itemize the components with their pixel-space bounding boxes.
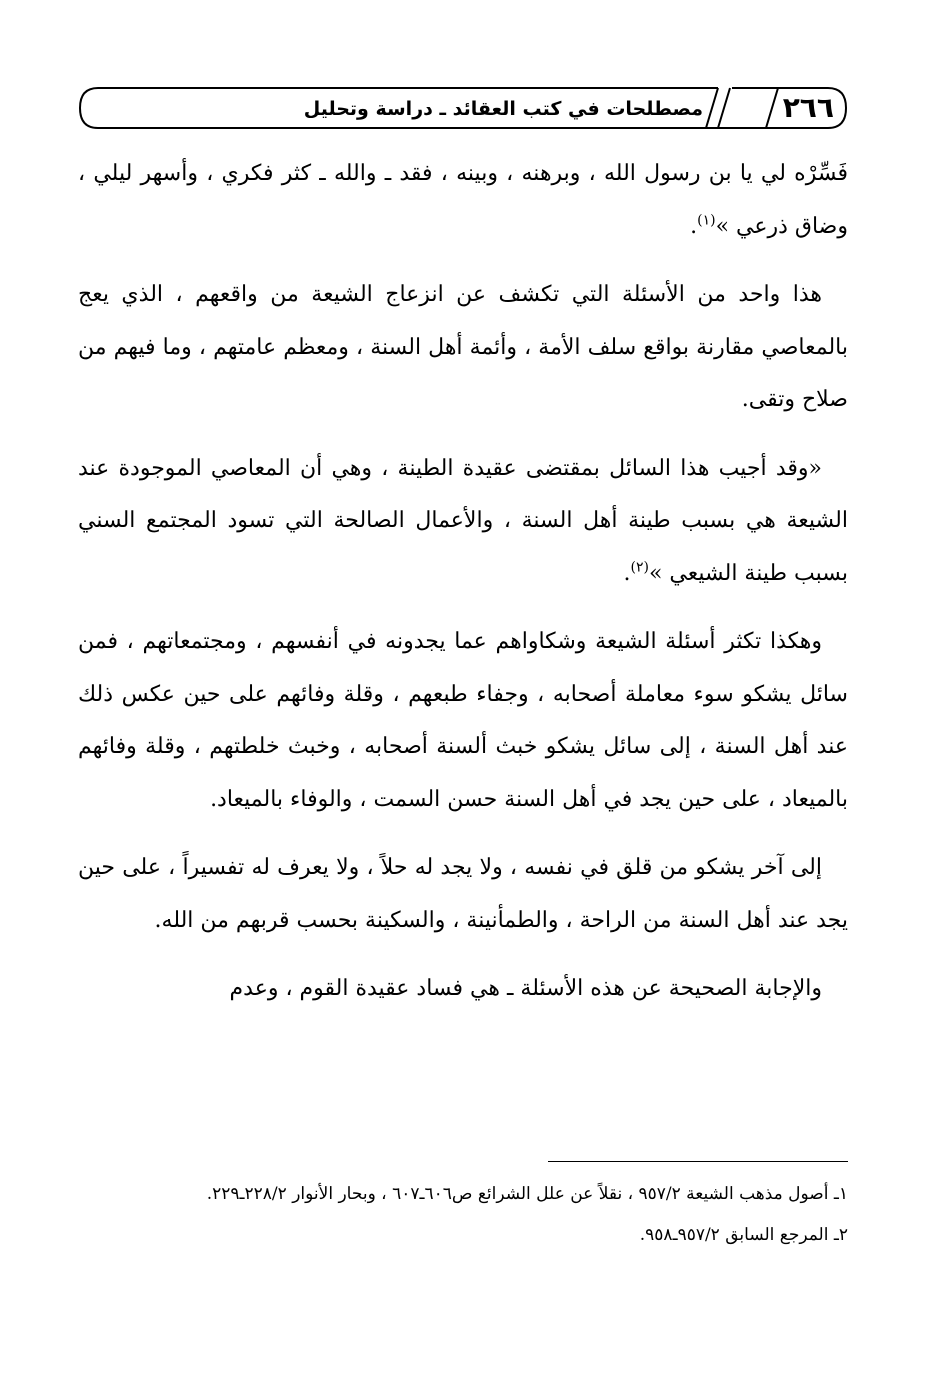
footnote-1: ١ـ أصول مذهب الشيعة ٩٥٧/٢ ، نقلاً عن علل الشرائع ص٦٠٦ـ٦٠٧ ، وبحار الأنوار ٢٢٨/٢ـ٢٢٩.: [206, 1184, 848, 1204]
main-text: [78, 148, 848, 1032]
paragraph-text: «وقد أجيب هذا السائل بمقتضى عقيدة الطينة ، وهي أن المعاصي الموجودة عند الشيعة هي بسبب طينة أهل السنة ، والأعمال الصالحة التي تسود المجتمع السني بسبب طينة الشيعي »: [78, 455, 848, 586]
footnote-ref-2: (٢): [630, 559, 649, 576]
running-title: مصطلحات في كتب العقائد ـ دراسة وتحليل: [303, 98, 703, 120]
paragraph: إلى آخر يشكو من قلق في نفسه ، ولا يجد له حلاً ، ولا يعرف له تفسيراً ، على حين يجد عند أهل السنة من الراحة ، والطمأنينة ، والسكينة بحسب قربهم من الله.: [78, 855, 848, 933]
footnote-separator: [548, 1161, 848, 1162]
paragraph: وهكذا تكثر أسئلة الشيعة وشكاواهم عما يجدونه في أنفسهم ، ومجتمعاتهم ، فمن سائل يشكو سوء معاملة أصحابه ، وجفاء طبعهم ، وقلة وفائهم على حين عكس ذلك عند أهل السنة ، إلى سائل يشكو خبث ألسنة أصحابه ، وخبث خلطتهم ، وقلة وفائهم بالميعاد ، على حين يجد في أهل السنة حسن السمت ، والوفاء بالميعاد.: [78, 629, 848, 812]
paragraph: هذا واحد من الأسئلة التي تكشف عن انزعاج الشيعة من واقعهم ، الذي يعج بالمعاصي مقارنة بواقع سلف الأمة ، وأئمة أهل السنة ، ومعظم عامتهم ، وما فيهم من صلاح وتقى.: [78, 282, 848, 412]
paragraph-quote: [78, 443, 848, 601]
footnotes: [78, 1176, 848, 1258]
page-header: [78, 84, 848, 132]
paragraph-quote-end: [78, 148, 848, 253]
paragraph-end: .: [690, 213, 698, 239]
page-number: ٢٦٦: [782, 91, 834, 124]
paragraph-end: .: [623, 560, 631, 586]
paragraph-text: فَسِّرْه لي يا بن رسول الله ، وبرهنه ، وبينه ، فقد ـ والله ـ كثر فكري ، وأسهر ليلي ، وضاق ذرعي »: [78, 161, 848, 239]
footnote-ref-1: (١): [697, 212, 716, 229]
footnote-2: ٢ـ المرجع السابق ٩٥٧/٢ـ٩٥٨.: [639, 1225, 848, 1245]
paragraph: والإجابة الصحيحة عن هذه الأسئلة ـ هي فساد عقيدة القوم ، وعدم: [229, 976, 822, 1001]
